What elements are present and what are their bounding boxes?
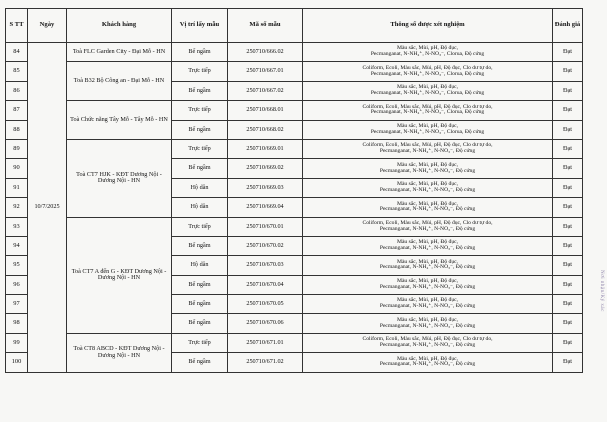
test-params-line-2: Pecmanganat, N-NH₄⁺, N-NO₃⁻, Độ cứng <box>379 206 476 213</box>
row-stt: 93 <box>6 217 28 236</box>
evaluation: Đạt <box>553 101 583 120</box>
test-params-line-2: Pecmanganat, N-NH₄⁺, N-NO₃⁻, Độ cứng <box>379 225 476 232</box>
row-stt: 91 <box>6 178 28 197</box>
test-params <box>303 81 553 100</box>
sample-location: Bể ngầm <box>172 353 228 372</box>
evaluation: Đạt <box>553 120 583 139</box>
sample-code: 250710/667.01 <box>228 62 303 81</box>
sample-location: Bể ngầm <box>172 81 228 100</box>
sample-location: Bể ngầm <box>172 295 228 314</box>
customer-name: Toà CT7 HJK - KĐT Dương Nội - Dương Nội - HN <box>67 139 172 217</box>
table-row <box>6 62 583 81</box>
evaluation: Đạt <box>553 62 583 81</box>
sample-code: 250710/669.03 <box>228 178 303 197</box>
test-params-line-2: Pecmanganat, N-NH₄⁺, N-NO₃⁻, Clorua, Độ cứng <box>370 51 485 58</box>
test-params-line-2: Pecmanganat, N-NH₄⁺, N-NO₃⁻, Độ cứng <box>379 186 476 193</box>
side-stamp-text: Nơi nhận/Ký xác <box>599 270 604 312</box>
evaluation: Đạt <box>553 178 583 197</box>
header-customer: Khách hàng <box>67 9 172 43</box>
header-stt: S TT <box>6 9 28 43</box>
customer-name: Toà Chức năng Tây Mỗ - Tây Mỗ - HN <box>67 101 172 140</box>
evaluation: Đạt <box>553 275 583 294</box>
sample-location: Trực tiếp <box>172 139 228 158</box>
sample-location: Bể ngầm <box>172 236 228 255</box>
row-stt: 97 <box>6 295 28 314</box>
test-params <box>303 256 553 275</box>
header-params: Thông số được xét nghiệm <box>303 9 553 43</box>
row-stt: 85 <box>6 62 28 81</box>
customer-name: Toà CT8 ABCD - KĐT Dương Nội - Dương Nội - HN <box>67 333 172 372</box>
table-row <box>6 333 583 352</box>
header-location: Vị trí lấy mẫu <box>172 9 228 43</box>
test-params <box>303 120 553 139</box>
table-body <box>6 43 583 373</box>
customer-name: Toà B32 Bộ Công an - Đại Mỗ - HN <box>67 62 172 101</box>
test-params-line-1: Màu sắc, Mùi, pH, Độ đục, <box>396 316 459 323</box>
test-params-line-1: Màu sắc, Mùi, pH, Độ đục, <box>396 355 459 362</box>
sample-location: Bể ngầm <box>172 159 228 178</box>
test-params-line-2: Pecmanganat, N-NH₄⁺, N-NO₃⁻, Clorua, Độ cứng <box>370 89 485 96</box>
test-params-line-1: Màu sắc, Mùi, pH, Độ đục, <box>396 181 459 188</box>
row-stt: 87 <box>6 101 28 120</box>
row-stt: 88 <box>6 120 28 139</box>
row-stt: 95 <box>6 256 28 275</box>
row-stt: 84 <box>6 43 28 62</box>
test-params <box>303 314 553 333</box>
evaluation: Đạt <box>553 236 583 255</box>
sample-code: 250710/670.03 <box>228 256 303 275</box>
test-params <box>303 101 553 120</box>
test-params-line-1: Màu sắc, Mùi, pH, Độ đục, <box>396 161 459 168</box>
sample-code: 250710/667.02 <box>228 81 303 100</box>
sample-location: Bể ngầm <box>172 120 228 139</box>
evaluation: Đạt <box>553 353 583 372</box>
sample-code: 250710/670.05 <box>228 295 303 314</box>
evaluation: Đạt <box>553 159 583 178</box>
test-params-line-2: Pecmanganat, N-NH₄⁺, N-NO₃⁻, Độ cứng <box>379 148 476 155</box>
test-params-line-1: Coliform, Ecoli, Màu sắc, Mùi, pH, Độ đục, Clo dư tự do, <box>362 103 493 110</box>
row-stt: 89 <box>6 139 28 158</box>
evaluation: Đạt <box>553 333 583 352</box>
test-params <box>303 139 553 158</box>
evaluation: Đạt <box>553 198 583 217</box>
test-params-line-2: Pecmanganat, N-NH₄⁺, N-NO₃⁻, Độ cứng <box>379 167 476 174</box>
test-params-line-2: Pecmanganat, N-NH₄⁺, N-NO₃⁻, Độ cứng <box>379 361 476 368</box>
test-params-line-2: Pecmanganat, N-NH₄⁺, N-NO₃⁻, Clorua, Độ cứng <box>370 128 485 135</box>
row-stt: 90 <box>6 159 28 178</box>
evaluation: Đạt <box>553 256 583 275</box>
sample-location: Hộ dân <box>172 256 228 275</box>
sample-code: 250710/670.01 <box>228 217 303 236</box>
sample-location: Hộ dân <box>172 198 228 217</box>
sample-code: 250710/668.02 <box>228 120 303 139</box>
evaluation: Đạt <box>553 81 583 100</box>
sample-location: Trực tiếp <box>172 333 228 352</box>
test-params-line-1: Màu sắc, Mùi, pH, Độ đục, <box>396 278 459 285</box>
table-row <box>6 101 583 120</box>
sample-code: 250710/669.04 <box>228 198 303 217</box>
test-params-line-1: Coliform, Ecoli, Màu sắc, Mùi, pH, Độ đục, Clo dư tự do, <box>362 219 493 226</box>
table-row <box>6 43 583 62</box>
test-params <box>303 159 553 178</box>
sample-location: Hộ dân <box>172 178 228 197</box>
test-params-line-1: Màu sắc, Mùi, pH, Độ đục, <box>396 258 459 265</box>
test-params-line-1: Màu sắc, Mùi, pH, Độ đục, <box>396 239 459 246</box>
sample-location: Trực tiếp <box>172 62 228 81</box>
sample-code: 250710/671.02 <box>228 353 303 372</box>
evaluation: Đạt <box>553 43 583 62</box>
test-params <box>303 333 553 352</box>
header-row <box>6 9 583 43</box>
test-params-line-2: Pecmanganat, N-NH₄⁺, N-NO₃⁻, Độ cứng <box>379 303 476 310</box>
test-params-line-2: Pecmanganat, N-NH₄⁺, N-NO₃⁻, Độ cứng <box>379 322 476 329</box>
row-stt: 92 <box>6 198 28 217</box>
sample-code: 250710/669.01 <box>228 139 303 158</box>
test-params-line-2: Pecmanganat, N-NH₄⁺, N-NO₃⁻, Clorua, Độ cứng <box>370 109 485 116</box>
sample-code: 250710/670.06 <box>228 314 303 333</box>
evaluation: Đạt <box>553 295 583 314</box>
sample-code: 250710/666.02 <box>228 43 303 62</box>
test-params <box>303 275 553 294</box>
sample-code: 250710/670.04 <box>228 275 303 294</box>
evaluation: Đạt <box>553 139 583 158</box>
evaluation: Đạt <box>553 217 583 236</box>
test-params-line-1: Coliform, Ecoli, Màu sắc, Mùi, pH, Độ đục, Clo dư tự do, <box>362 64 493 71</box>
test-params-line-1: Màu sắc, Mùi, pH, Độ đục, <box>396 45 459 52</box>
test-params-line-2: Pecmanganat, N-NH₄⁺, N-NO₃⁻, Độ cứng <box>379 342 476 349</box>
header-eval: Đánh giá <box>553 9 583 43</box>
row-stt: 94 <box>6 236 28 255</box>
sample-code: 250710/668.01 <box>228 101 303 120</box>
sample-code: 250710/670.02 <box>228 236 303 255</box>
test-params <box>303 353 553 372</box>
test-params <box>303 178 553 197</box>
test-params <box>303 217 553 236</box>
test-params <box>303 43 553 62</box>
test-params-line-2: Pecmanganat, N-NH₄⁺, N-NO₃⁻, Clorua, Độ cứng <box>370 70 485 77</box>
row-stt: 86 <box>6 81 28 100</box>
test-params <box>303 295 553 314</box>
sample-location: Bể ngầm <box>172 275 228 294</box>
test-params <box>303 62 553 81</box>
test-params-line-2: Pecmanganat, N-NH₄⁺, N-NO₃⁻, Độ cứng <box>379 283 476 290</box>
test-params <box>303 236 553 255</box>
test-params-line-1: Coliform, Ecoli, Màu sắc, Mùi, pH, Độ đục, Clo dư tự do, <box>362 336 493 343</box>
test-params <box>303 198 553 217</box>
header-code: Mã số mẫu <box>228 9 303 43</box>
test-params-line-1: Màu sắc, Mùi, pH, Độ đục, <box>396 297 459 304</box>
table-row <box>6 217 583 236</box>
test-params-line-1: Màu sắc, Mùi, pH, Độ đục, <box>396 84 459 91</box>
sample-location: Bể ngầm <box>172 314 228 333</box>
table-row <box>6 139 583 158</box>
results-table <box>5 8 583 373</box>
sample-location: Trực tiếp <box>172 101 228 120</box>
test-params-line-2: Pecmanganat, N-NH₄⁺, N-NO₃⁻, Độ cứng <box>379 245 476 252</box>
test-params-line-1: Màu sắc, Mùi, pH, Độ đục, <box>396 122 459 129</box>
row-stt: 96 <box>6 275 28 294</box>
test-params-line-1: Màu sắc, Mùi, pH, Độ đục, <box>396 200 459 207</box>
sample-location: Trực tiếp <box>172 217 228 236</box>
sample-date: 10/7/2025 <box>28 43 67 373</box>
customer-name: Toà CT7 A đến G - KĐT Dương Nội - Dương Nội - HN <box>67 217 172 333</box>
row-stt: 100 <box>6 353 28 372</box>
sample-code: 250710/669.02 <box>228 159 303 178</box>
sample-location: Bể ngầm <box>172 43 228 62</box>
row-stt: 98 <box>6 314 28 333</box>
header-date: Ngày <box>28 9 67 43</box>
evaluation: Đạt <box>553 314 583 333</box>
sample-code: 250710/671.01 <box>228 333 303 352</box>
test-params-line-2: Pecmanganat, N-NH₄⁺, N-NO₃⁻, Độ cứng <box>379 264 476 271</box>
test-params-line-1: Coliform, Ecoli, Màu sắc, Mùi, pH, Độ đục, Clo dư tự do, <box>362 142 493 149</box>
row-stt: 99 <box>6 333 28 352</box>
customer-name: Toà FLC Garden City - Đại Mỗ - HN <box>67 43 172 62</box>
